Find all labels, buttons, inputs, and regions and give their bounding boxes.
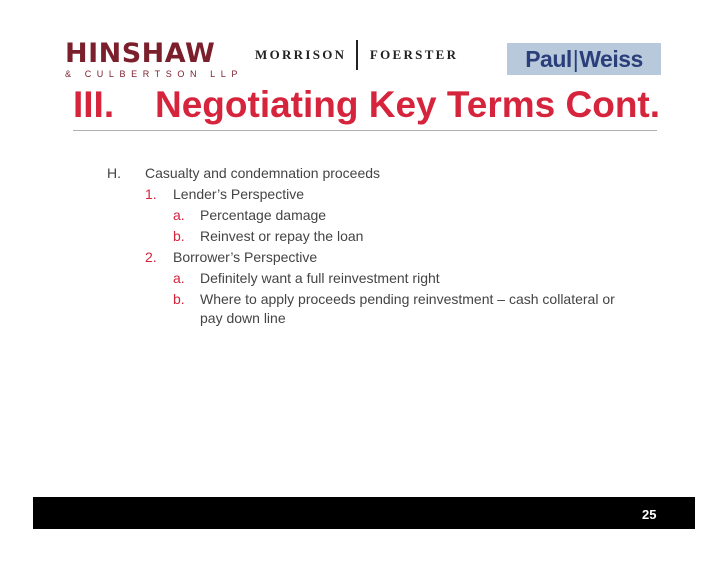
outline-text-2: Borrower’s Perspective [173, 249, 318, 265]
outline-text-1: Lender’s Perspective [173, 186, 305, 202]
title-divider [73, 130, 657, 131]
outline-text-2b-line1: Where to apply proceeds pending reinvestment – cash collateral or [200, 291, 615, 307]
outline-text-h: Casualty and condemnation proceeds [145, 165, 381, 181]
outline-label-1a: a. [173, 207, 185, 223]
slide-title [73, 83, 660, 127]
title-number: III. [73, 84, 115, 125]
pw-right-word: Weiss [579, 45, 643, 72]
outline-label-2a: a. [173, 270, 185, 286]
pw-separator: | [572, 45, 579, 72]
hinshaw-logo [65, 40, 243, 79]
page-number: 25 [642, 507, 657, 522]
outline-label-1: 1. [145, 186, 157, 202]
mofo-right-word: FOERSTER [369, 47, 459, 62]
outline-text-2b-line2: pay down line [200, 310, 286, 326]
paul-weiss-logo [507, 43, 661, 75]
hinshaw-logo-sub: & CULBERTSON LLP [65, 69, 243, 79]
footer-bar [33, 497, 695, 529]
outline-label-2b: b. [173, 291, 185, 307]
outline-text-1b: Reinvest or repay the loan [200, 228, 364, 244]
outline-label-2: 2. [145, 249, 157, 265]
title-text: Negotiating Key Terms Cont. [155, 84, 661, 125]
outline-text-2a: Definitely want a full reinvestment right [200, 270, 440, 286]
mofo-divider [356, 40, 358, 70]
morrison-foerster-logo [255, 40, 458, 70]
mofo-left-word: MORRISON [255, 47, 347, 62]
outline-text-1a: Percentage damage [200, 207, 327, 223]
outline-label-1b: b. [173, 228, 185, 244]
pw-left-word: Paul [525, 45, 572, 72]
hinshaw-logo-main: HINSHAW [65, 38, 216, 69]
outline-label-h: H. [107, 165, 121, 181]
